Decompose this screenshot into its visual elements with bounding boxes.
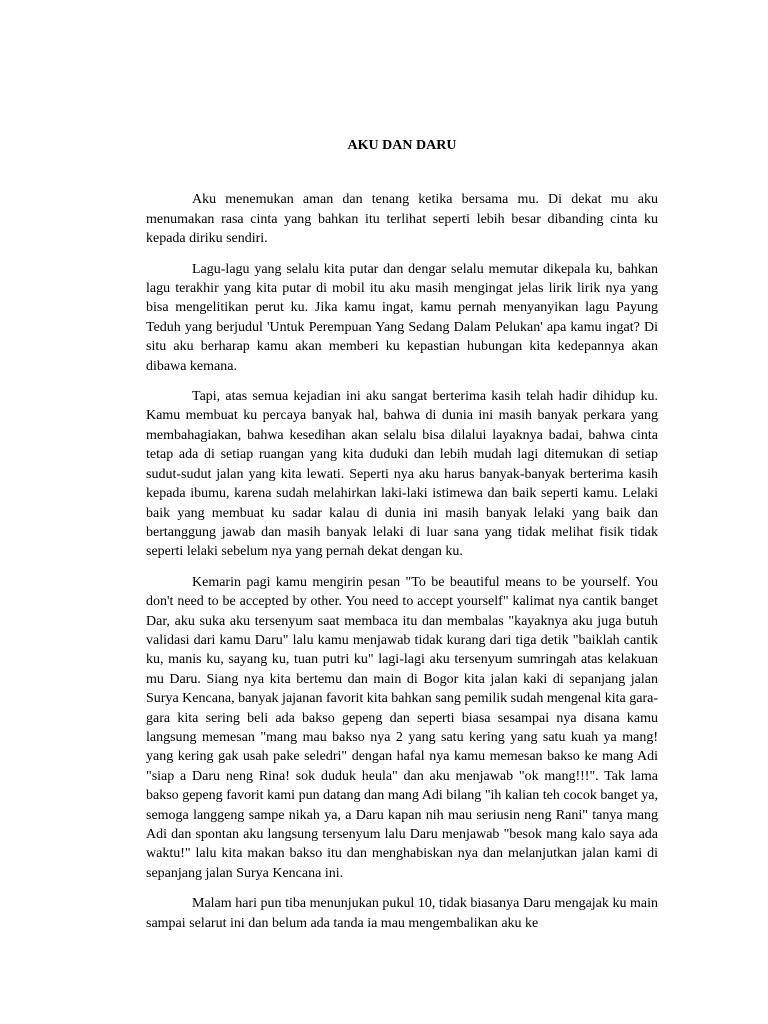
paragraph-5: Malam hari pun tiba menunjukan pukul 10, tidak biasanya Daru mengajak ku main sampai selarut ini dan belum ada tanda ia mau mengembalikan aku ke (146, 896, 658, 931)
paragraph-2: Lagu-lagu yang selalu kita putar dan dengar selalu memutar dikepala ku, bahkan lagu terakhir yang kita putar di mobil itu aku masih mengingat jelas lirik lirik nya yang bisa mengelitikan perut ku. Jika kamu ingat, kamu pernah menyanyikan lagu Payung Teduh yang berjudul 'Untuk Perempuan Yang Sedang Dalam Pelukan' apa kamu ingat? Di situ aku berharap kamu akan memberi ku kepastian hubungan kita kedepannya akan dibawa kemana. (146, 261, 658, 374)
paragraph-1: Aku menemukan aman dan tenang ketika bersama mu. Di dekat mu aku menumakan rasa cinta yang bahkan itu terlihat seperti lebih besar dibanding cinta ku kepada diriku sendiri. (146, 192, 658, 247)
document-title: AKU DAN DARU (347, 138, 457, 153)
paragraph-4: Kemarin pagi kamu mengirin pesan "To be beautiful means to be yourself. You don't need to be accepted by other. You need to accept yourself" kalimat nya cantik banget Dar, aku suka aku tersenyum saat membaca itu dan membalas "kayaknya aku juga butuh validasi dari kamu Daru" lalu kamu menjawab tidak kurang dari tiga detik "baiklah cantik ku, manis ku, sayang ku, tuan putri ku" lagi-lagi aku tersenyum sumringah atas kelakuan mu Daru. Siang nya kita bertemu dan main di Bogor kita jalan kaki di sepanjang jalan Surya Kencana, banyak jajanan favorit kita bahkan sang pemilik sudah mengenal kita gara-gara kita sering beli ada bakso gepeng dan seperti biasa sesampai nya disana kamu langsung memesan "mang mau bakso nya 2 yang satu kering yang satu kuah ya mang! yang kering gak usah pake seledri" dengan hafal nya kamu memesan bakso ke mang Adi "siap a Daru neng Rina! sok duduk heula" dan aku menjawab "ok mang!!!". Tak lama bakso gepeng favorit kami pun datang dan mang Adi bilang "ih kalian teh cocok banget ya, semoga langgeng sampe nikah ya, a Daru kapan nih mau seriusin neng Rani" tanya mang Adi dan spontan aku langsung tersenyum lalu Daru menjawab "besok mang kalo saya ada waktu!" lalu kita makan bakso itu dan menghabiskan nya dan melanjutkan jalan kami di sepanjang jalan Surya Kencana ini. (146, 574, 658, 881)
document-body (146, 136, 658, 944)
paragraph-3: Tapi, atas semua kejadian ini aku sangat berterima kasih telah hadir dihidup ku. Kamu membuat ku percaya banyak hal, bahwa di dunia ini masih banyak perkara yang membahagiakan, bahwa kesedihan akan selalu bisa dilalui layaknya badai, bahwa cinta tetap ada di setiap ruangan yang kita duduki dan lebih mudah lagi ditemukan di setiap sudut-sudut jalan yang kita lewati. Seperti nya aku harus banyak-banyak berterima kasih kepada ibumu, karena sudah melahirkan laki-laki istimewa dan baik seperti kamu. Lelaki baik yang membuat ku sadar kalau di dunia ini masih banyak lelaki yang baik dan bertanggung jawab dan masih banyak lelaki di luar sana yang tidak melihat fisik tidak seperti lelaki sebelum nya yang pernah dekat dengan ku. (146, 389, 658, 560)
